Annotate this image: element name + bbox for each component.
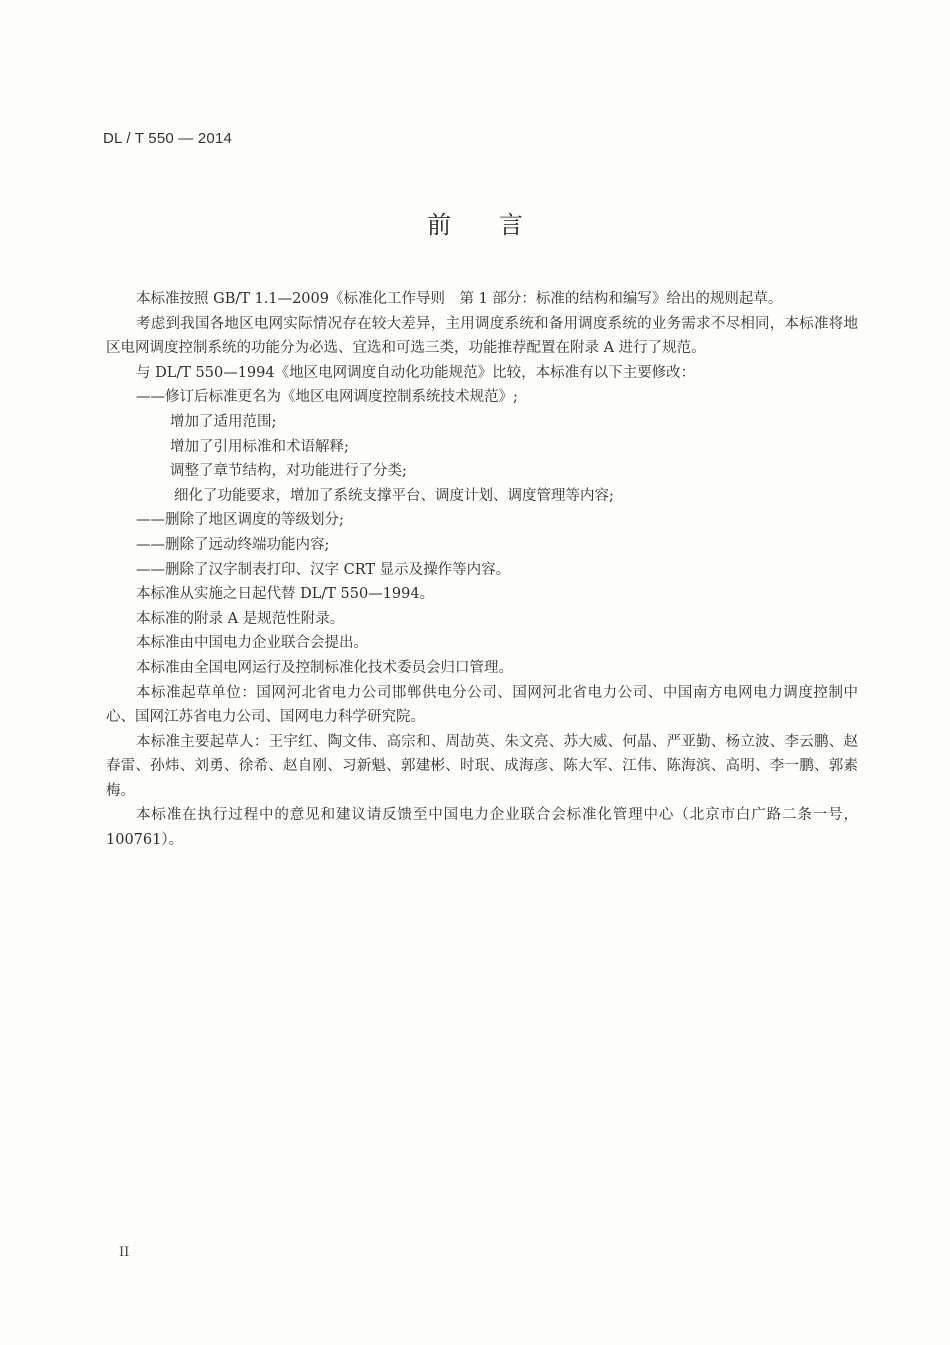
paragraph-annex: 本标准的附录 A 是规范性附录。: [136, 610, 345, 627]
paragraph-managed-by: 本标准由全国电网运行及控制标准化技术委员会归口管理。: [136, 659, 513, 676]
paragraph-function-classes: 考虑到我国各地区电网实际情况存在较大差异，主用调度系统和备用调度系统的业务需求不尽相同，本标准将地区电网调度控制系统的功能分为必选、宜选和可选三类，功能推荐配置在附录 A 进行了规范。: [106, 315, 858, 357]
change-item: ——删除了汉字制表打印、汉字 CRT 显示及操作等内容。: [136, 561, 511, 578]
paragraph-drafting-rules: 本标准按照 GB/T 1.1—2009《标准化工作导则 第 1 部分：标准的结构和编写》给出的规则起草。: [136, 291, 783, 307]
paragraph-drafting-units: 本标准起草单位：国网河北省电力公司邯郸供电分公司、国网河北省电力公司、中国南方电网电力调度控制中心、国网江苏省电力公司、国网电力科学研究院。: [106, 684, 858, 726]
title-char-1: 前: [427, 211, 451, 239]
change-subitem: 增加了适用范围;: [170, 413, 277, 430]
change-item: ——删除了远动终端功能内容;: [136, 536, 330, 553]
page-number: II: [119, 1245, 130, 1260]
foreword-body: [106, 287, 858, 853]
change-subitem: 增加了引用标准和术语解释;: [170, 438, 349, 455]
document-number: DL / T 550 — 2014: [103, 130, 233, 147]
page-title: [0, 205, 950, 240]
paragraph-feedback: 本标准在执行过程中的意见和建议请反馈至中国电力企业联合会标准化管理中心（北京市白广路二条一号，100761）。: [106, 807, 858, 849]
paragraph-proposed-by: 本标准由中国电力企业联合会提出。: [136, 635, 368, 652]
change-subitem: 细化了功能要求，增加了系统支撑平台、调度计划、调度管理等内容;: [174, 487, 614, 504]
paragraph-replaces: 本标准从实施之日起代替 DL/T 550—1994。: [136, 586, 435, 603]
title-char-2: 言: [499, 211, 523, 239]
change-item: ——修订后标准更名为《地区电网调度控制系统技术规范》;: [136, 389, 518, 406]
paragraph-drafters: 本标准主要起草人：王宇红、陶文伟、高宗和、周劼英、朱文亮、苏大威、何晶、严亚勤、杨立波、李云鹏、赵春雷、孙炜、刘勇、徐希、赵自刚、习新魁、郭建彬、时珉、成海彦、陈大军、江伟、陈海滨、高明、李一鹏、郭素梅。: [106, 733, 858, 799]
change-item: ——删除了地区调度的等级划分;: [136, 512, 344, 529]
paragraph-changes-intro: 与 DL/T 550—1994《地区电网调度自动化功能规范》比较，本标准有以下主要修改：: [136, 364, 696, 381]
change-subitem: 调整了章节结构，对功能进行了分类;: [170, 463, 407, 480]
